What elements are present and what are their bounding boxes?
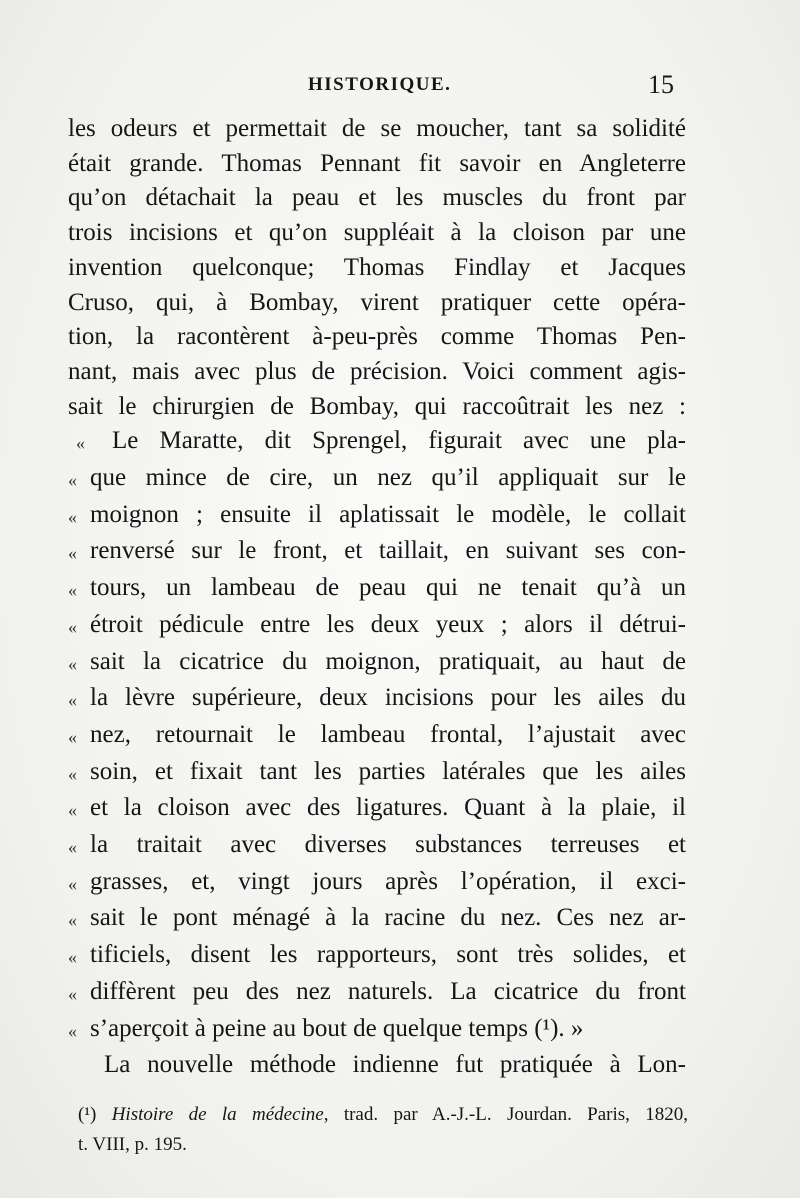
quote-text: moignon ; ensuite il aplatissait le modèle, le collait [90,500,686,528]
quote-text: sait le pont ménagé à la racine du nez. Ces nez ar- [90,904,686,932]
quote-text: la traitait avec diverses substances terreuses et [90,831,686,859]
quote-text: nez, retournait le lambeau frontal, l’ajustait avec [90,720,686,748]
quote-line [68,975,686,1012]
footnote-title: Histoire de la médecine [111,1104,324,1125]
footnote-marker: (¹) [78,1104,97,1125]
quote-mark: « [68,800,77,821]
quote-mark: « [68,470,77,491]
quote-mark: « [68,616,77,637]
quote-line [68,498,686,535]
quote-text: que mince de cire, un nez qu’il appliquait sur le [90,464,686,492]
quote-text: tificiels, disent les rapporteurs, sont très solides, et [90,941,686,969]
quote-text: et la cloison avec des ligatures. Quant à la plaie, il [90,794,686,822]
quote-mark: « [68,653,77,674]
quote-mark: « [68,543,77,564]
quote-line [68,718,686,755]
quote-line [68,424,686,461]
quote-mark: « [68,837,77,858]
quote-text: tours, un lambeau de peau qui ne tenait qu’à un [90,574,686,602]
text-line: tion, la racontèrent à-peu-près comme Thomas Pen- [68,323,686,351]
page-header [0,70,800,106]
quote-line [68,1012,686,1049]
quote-line [68,608,686,645]
quote-line [68,461,686,498]
closing-line: La nouvelle méthode indienne fut pratiquée à Lon- [104,1051,686,1079]
quote-mark: « [68,763,77,784]
running-head: HISTORIQUE. [308,74,452,95]
quote-text: Le Maratte, dit Sprengel, figurait avec une pla- [112,427,686,455]
text-line: qu’on détachait la peau et les muscles du front par [68,184,686,212]
quote-line [68,791,686,828]
quote-mark: « [68,580,77,601]
quote-text: soin, et fixait tant les parties latérales que les ailes [90,757,686,785]
quote-line [68,938,686,975]
text-line: les odeurs et permettait de se moucher, tant sa solidité [68,115,686,142]
quote-line [68,571,686,608]
quote-mark: « [68,506,77,527]
quote-line [68,645,686,682]
quote-mark: « [68,947,77,968]
quote-mark: « [68,690,77,711]
quote-mark: « [68,1020,77,1041]
text-line: était grande. Thomas Pennant fit savoir en Angleterre [68,149,686,177]
footnote-text: , trad. par A.-J.-L. Jourdan. Paris, 1820, [323,1104,689,1125]
quote-mark: « [68,726,77,747]
quotation-block [68,424,686,1048]
quote-line [68,828,686,865]
text-line: Cruso, qui, à Bombay, virent pratiquer cette opéra- [68,288,686,316]
quote-mark: « [68,910,77,931]
quote-text: sait la cicatrice du moignon, pratiquait, au haut de [90,647,686,675]
quote-line [68,901,686,938]
quote-text: la lèvre supérieure, deux incisions pour les ailes du [90,684,686,712]
footnote-block [78,1100,688,1160]
quote-text: s’aperçoit à peine au bout de quelque temps (¹). » [90,1014,584,1042]
quote-mark: « [68,983,77,1004]
quote-text: diffèrent peu des nez naturels. La cicatrice du front [90,977,686,1005]
text-line: trois incisions et qu’on suppléait à la cloison par une [68,219,686,247]
body-text [68,112,686,1083]
text-line: nant, mais avec plus de précision. Voici comment agis- [68,357,686,385]
text-line: invention quelconque; Thomas Findlay et Jacques [68,253,686,281]
quote-mark: « [68,873,77,894]
quote-line [68,755,686,792]
quote-mark: « [76,433,85,454]
quote-text: renversé sur le front, et taillait, en suivant ses con- [90,537,686,565]
quote-line [68,865,686,902]
quote-text: grasses, et, vingt jours après l’opération, il exci- [90,867,686,895]
footnote-line-2: t. VIII, p. 195. [78,1134,187,1155]
page-number: 15 [648,70,674,99]
footnote-line [78,1100,688,1130]
text-line: sait le chirurgien de Bombay, qui raccoûtrait les nez : [68,392,686,420]
quote-text: étroit pédicule entre les deux yeux ; alors il détrui- [90,610,686,638]
quote-line [68,681,686,718]
quote-line [68,534,686,571]
